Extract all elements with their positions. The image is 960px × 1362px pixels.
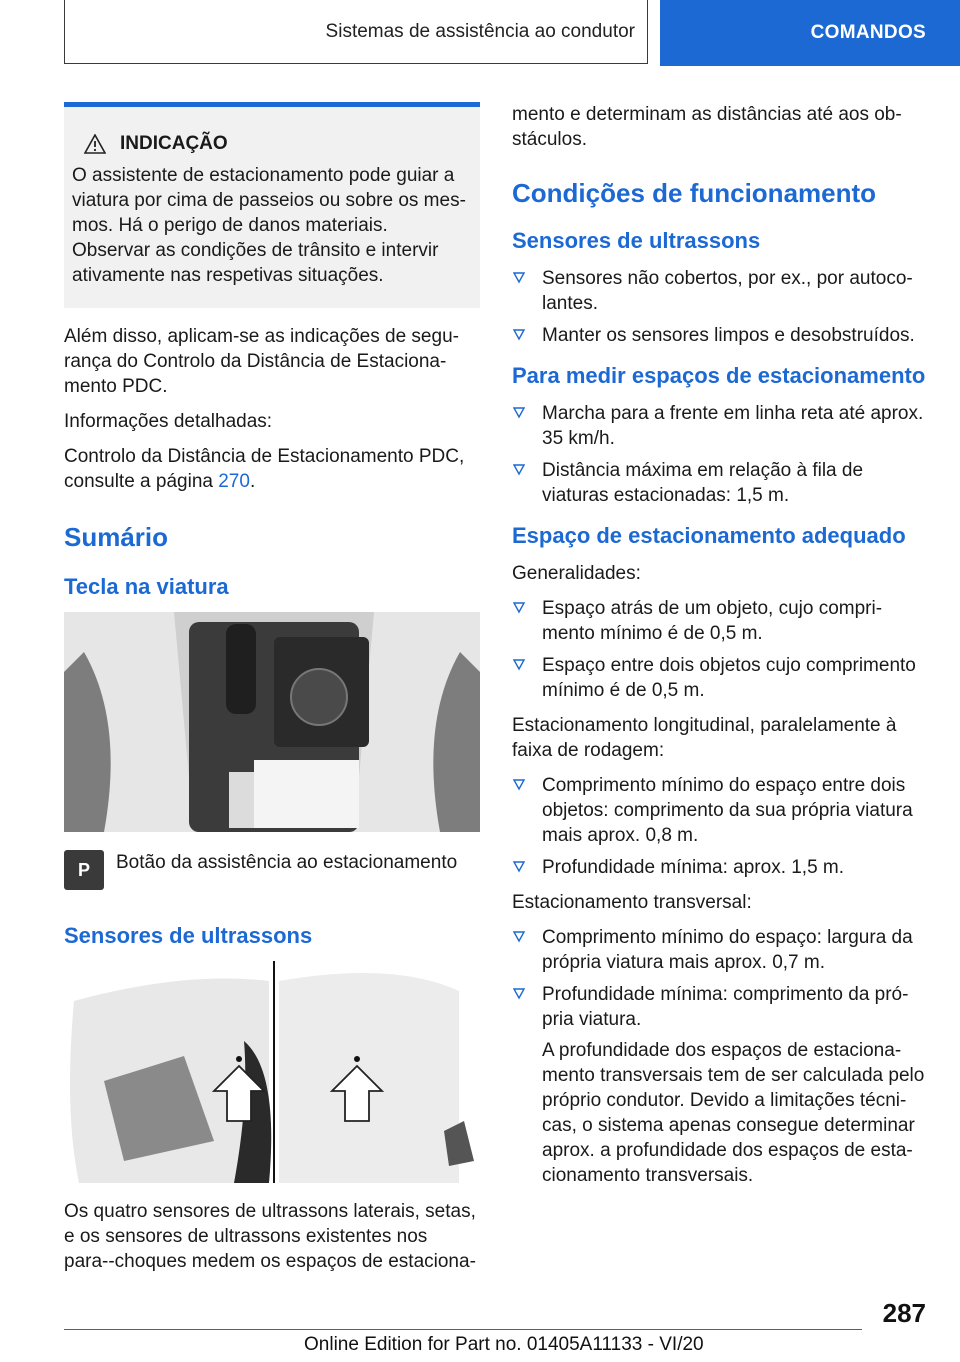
heading-summary: Sumário <box>64 522 169 552</box>
bullet-triangle-icon <box>513 861 525 873</box>
list-item <box>512 855 932 880</box>
list-item-text: Marcha para a frente em linha reta até aprox. 35 km/h. <box>542 403 924 449</box>
measure-list <box>512 401 932 508</box>
list-item-text: Profundidade mínima: aprox. 1,5 m. <box>542 857 845 878</box>
longitudinal-list <box>512 773 932 880</box>
list-item-text: Comprimento mínimo do espaço: largura da própria viatura mais aprox. 0,7 m. <box>542 927 913 973</box>
bullet-triangle-icon <box>513 659 525 671</box>
paragraph: Estacionamento transversal: <box>512 892 752 913</box>
parking-assist-button-icon: P <box>64 850 104 890</box>
section-title: Sistemas de assistência ao condutor <box>325 20 635 42</box>
page-number: 287 <box>882 1298 926 1328</box>
header-section-title <box>64 0 648 64</box>
sensors-image <box>64 961 480 1183</box>
general-list <box>512 596 932 703</box>
transversal-note: A profundidade dos espaços de estaciona‐mento transversais tem de ser calculada pelo próprio condutor. Devido a limitações técni‐cas, o sistema apenas consegue determinar aprox. a profundidade dos espaços de esta‐cionamento transversais. <box>542 1040 925 1186</box>
heading-button: Tecla na viatura <box>64 574 229 599</box>
ultra-list <box>512 266 932 348</box>
bullet-triangle-icon <box>513 407 525 419</box>
list-item-text: Comprimento mínimo do espaço entre dois objetos: comprimento da sua própria viatura mais aprox. 0,8 m. <box>542 775 913 846</box>
heading-sensors: Sensores de ultrassons <box>64 923 313 948</box>
list-item <box>512 266 932 316</box>
paragraph-end: . <box>249 471 256 492</box>
notice-title: INDICAÇÃO <box>120 133 228 154</box>
list-item <box>512 458 932 508</box>
heading-conditions: Condições de funcionamento <box>512 178 877 208</box>
bullet-triangle-icon <box>513 329 525 341</box>
footer-edition: Online Edition for Part no. 01405A11133 - VI/20 <box>304 1334 704 1355</box>
transversal-list <box>512 925 932 1188</box>
paragraph-text: Controlo da Distância de Estacionamento PDC, consulte a página <box>64 446 465 492</box>
bullet-triangle-icon <box>513 931 525 943</box>
paragraph: Além disso, aplicam-se as indicações de segu‐rança do Controlo da Distância de Estaciona‐mento PDC. <box>64 326 459 397</box>
list-item-text: Espaço entre dois objetos cujo comprimento mínimo é de 0,5 m. <box>542 655 916 701</box>
right-column <box>512 102 932 1198</box>
list-item-text: Sensores não cobertos, por ex., por autoco‐lantes. <box>542 268 913 314</box>
console-illustration <box>64 612 480 832</box>
list-item <box>512 925 932 975</box>
list-item <box>512 323 932 348</box>
list-item <box>512 982 932 1188</box>
chapter-tab-label: COMANDOS <box>810 22 926 43</box>
notice-box <box>64 102 480 308</box>
bullet-triangle-icon <box>513 988 525 1000</box>
list-item <box>512 401 932 451</box>
list-item-text: Profundidade mínima: comprimento da pró‐pria viatura. <box>542 984 909 1030</box>
paragraph: Generalidades: <box>512 563 641 584</box>
list-item-text: Manter os sensores limpos e desobstruídos. <box>542 325 915 346</box>
list-item-text: Distância máxima em relação à fila de viaturas estacionadas: 1,5 m. <box>542 460 864 506</box>
sensors-illustration <box>64 961 480 1183</box>
heading-ultrasonic: Sensores de ultrassons <box>512 228 761 253</box>
bullet-triangle-icon <box>513 602 525 614</box>
list-item <box>512 653 932 703</box>
sensors-text: Os quatro sensores de ultrassons laterais, setas, e os sensores de ultrassons existentes nos para‐-choques medem os espaços de estaciona‐ <box>64 1201 476 1272</box>
bullet-triangle-icon <box>513 464 525 476</box>
heading-suitable-space: Espaço de estacionamento adequado <box>512 523 906 548</box>
notice-header <box>72 133 470 155</box>
heading-measure: Para medir espaços de estacionamento <box>512 363 926 388</box>
notice-text: O assistente de estacionamento pode guiar a viatura por cima de passeios ou sobre os mes‐mos. Há o perigo de danos materiais. Observar as condições de trânsito e intervir ativamente nas respetivas situações. <box>72 165 466 286</box>
left-column <box>64 102 480 1284</box>
list-item <box>512 596 932 646</box>
caption-text: Botão da assistência ao estacionamento <box>116 852 458 873</box>
console-image <box>64 612 480 832</box>
chapter-tab[interactable] <box>660 0 960 66</box>
footer-divider <box>64 1329 862 1330</box>
warning-icon <box>84 134 106 154</box>
bullet-triangle-icon <box>513 779 525 791</box>
list-item <box>512 773 932 848</box>
paragraph: Informações detalhadas: <box>64 411 273 432</box>
page-link[interactable]: 270 <box>218 471 250 492</box>
list-item-text: Espaço atrás de um objeto, cujo compri‐mento mínimo é de 0,5 m. <box>542 598 883 644</box>
paragraph: Estacionamento longitudinal, paralelamente à faixa de rodagem: <box>512 715 897 761</box>
button-caption <box>64 850 480 890</box>
continued-text: mento e determinam as distâncias até aos ob‐stáculos. <box>512 104 902 150</box>
bullet-triangle-icon <box>513 272 525 284</box>
paragraph-with-link <box>64 444 480 494</box>
